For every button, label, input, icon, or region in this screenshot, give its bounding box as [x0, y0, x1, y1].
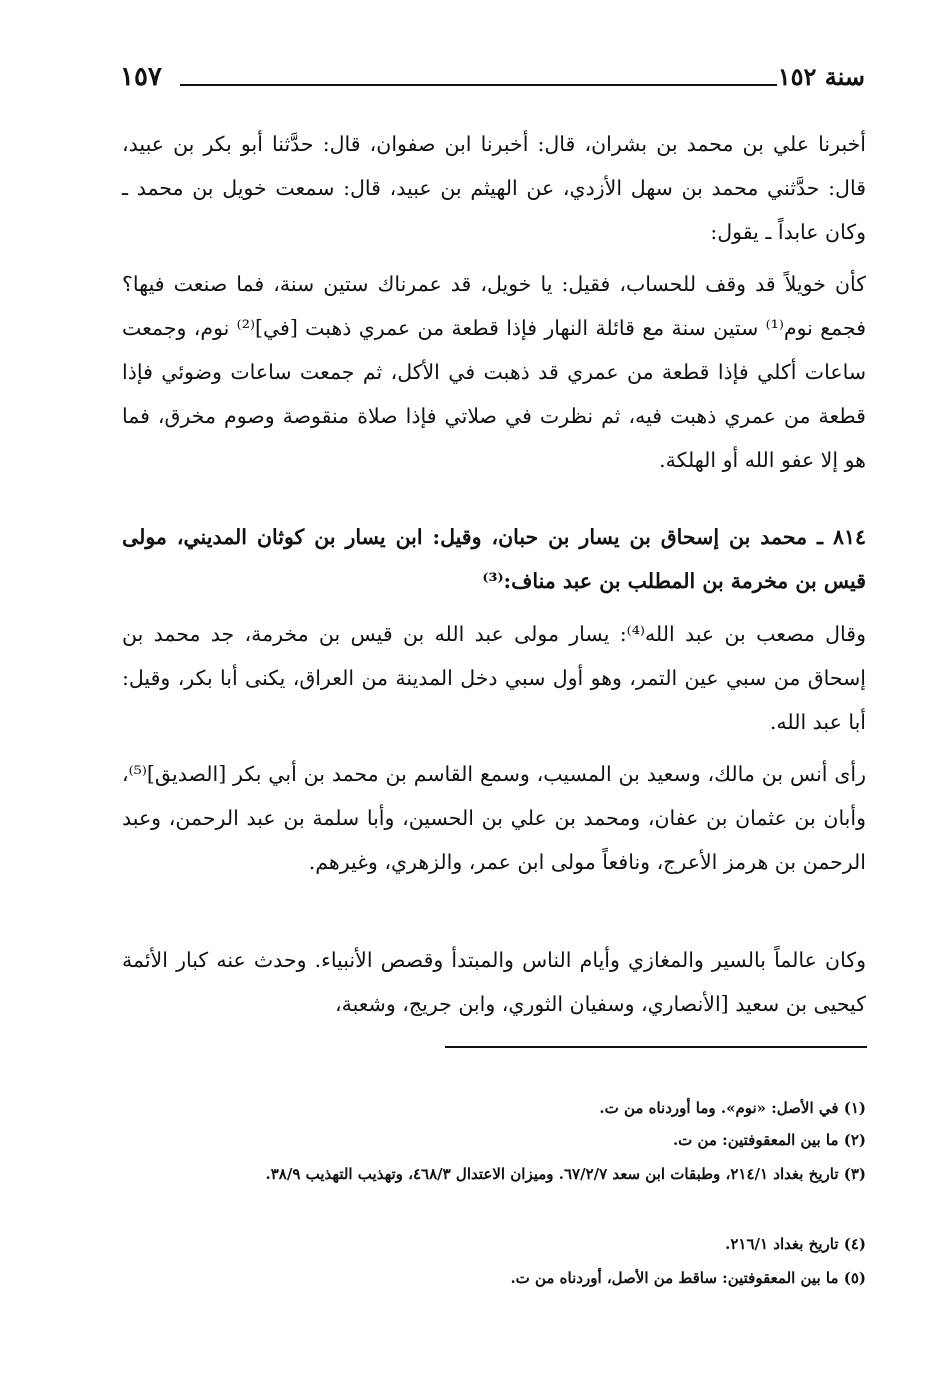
- paragraph-isnad: أخبرنا علي بن محمد بن بشران، قال: أخبرنا ابن صفوان، قال: حدَّثنا أبو بكر بن عبيد، قال: حدَّثني محمد بن سهل الأزدي، عن الهيثم بن عبيد، قال: سمعت خويل بن محمد ـ وكان عابداً ـ يقول:: [122, 132, 866, 244]
- footnote-1: (١) في الأصل: «نوم». وما أوردناه من ت.: [599, 1099, 866, 1117]
- footnote-3: (٣) تاريخ بغداد ٢١٤/١، وطبقات ابن سعد ٦٧/٢/٧. وميزان الاعتدال ٤٦٨/٣، وتهذيب التهذيب ٣٨/٩.: [265, 1165, 866, 1183]
- header-rule: [180, 84, 777, 86]
- running-header: [120, 62, 865, 98]
- footnote-separator: [445, 1046, 867, 1048]
- entry-heading: ٨١٤ ـ محمد بن إسحاق بن يسار بن حبان، وقيل: ابن يسار بن كوثان المديني، مولى قيس بن مخرمة بن المطلب بن عبد مناف:⁽³⁾: [122, 525, 866, 593]
- paragraph-khuwayl: كأن خويلاً قد وقف للحساب، فقيل: يا خويل، قد عمرناك ستين سنة، فما صنعت فيها؟ فجمع نوم⁽¹⁾ ستين سنة مع قائلة النهار فإذا قطعة من عمري ذهبت [في]⁽²⁾ نوم، وجمعت ساعات أكلي فإذا قطعة من عمري قد ذهبت في الأكل، ثم جمعت ساعات وضوئي فإذا قطعة من عمري ذهبت فيه، ثم نظرت في صلاتي فإذا صلاة منقوصة وصوم مخرق، فما هو إلا عفو الله أو الهلكة.: [122, 272, 866, 472]
- footnote-5: (٥) ما بين المعقوفتين: ساقط من الأصل، أوردناه من ت.: [510, 1269, 866, 1287]
- paragraph-teachers: رأى أنس بن مالك، وسعيد بن المسيب، وسمع القاسم بن محمد بن أبي بكر [الصديق]⁽⁵⁾، وأبان بن عثمان بن عفان، ومحمد بن علي بن الحسين، وأبا سلمة بن عبد الرحمن، وعبد الرحمن بن هرمز الأعرج، ونافعاً مولى ابن عمر، والزهري، وغيرهم.: [122, 762, 866, 874]
- paragraph-musab: وقال مصعب بن عبد الله⁽⁴⁾: يسار مولى عبد الله بن قيس بن مخرمة، جد محمد بن إسحاق من سبي عين التمر، وهو أول سبي دخل المدينة من العراق، يكنى أبا بكر، وقيل: أبا عبد الله.: [122, 622, 866, 734]
- footnote-4: (٤) تاريخ بغداد ٢١٦/١.: [725, 1235, 866, 1253]
- header-year: سنة ١٥٢: [777, 62, 865, 91]
- footnote-2: (٢) ما بين المعقوفتين: من ت.: [672, 1131, 866, 1149]
- page-number: ١٥٧: [120, 62, 162, 92]
- paragraph-students: وكان عالماً بالسير والمغازي وأيام الناس والمبتدأ وقصص الأنبياء. وحدث عنه كبار الأئمة كيحيى بن سعيد [الأنصاري، وسفيان الثوري، وابن جريج، وشعبة،: [122, 948, 866, 1016]
